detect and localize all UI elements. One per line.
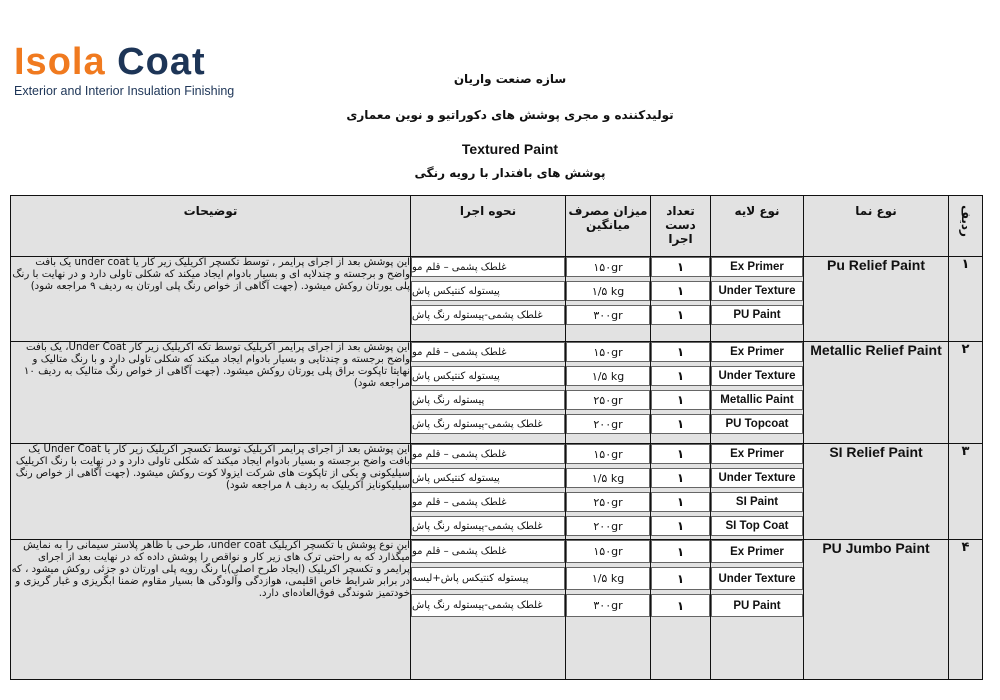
company-subtitle: تولیدکننده و مجری پوشش های دکوراتیو و نوین معماری <box>346 108 674 122</box>
col-consumption: میزان مصرف میانگین <box>566 196 651 257</box>
table-row <box>11 257 983 342</box>
coats-cell: ۱ <box>651 414 710 434</box>
coats-cell: ۱ <box>651 567 710 590</box>
row-notes: این نوع پوشش با تکسچر اکریلیک under coat، طرحی با ظاهر پلاستر سیمانی را به نمایش میگذارد که به راحتی ترک های زیر کار و نواقص را پوشش داده که در نهایت بعد از اجرای پرایمر و تکسچر اکریلیک (ایجاد طرح اصلی)با رنگ رویه پلی اورتان دو جزئی روکش میشود ، که در برابر شرایط خاص اقلیمی، هوازدگی وآلودگی ها بسیار مقاوم ضمنا ابگریزی و غبار گریزی و خودتمیز شوندگی فوق‌العاده‌ای دارد. <box>11 540 411 680</box>
row-number: ۴ <box>949 540 983 680</box>
coats-cell: ۱ <box>651 281 710 301</box>
consumption-cell: ۱۵۰gr <box>566 444 650 464</box>
row-number: ۳ <box>949 444 983 540</box>
col-layer-type: نوع لایه <box>711 196 804 257</box>
method-cell: پیستوله کنتیکس پاش <box>411 366 565 386</box>
consumption-cell: ۱/۵ kg <box>566 366 650 386</box>
method-cell: غلطک پشمی-پیستوله رنگ پاش <box>411 594 565 617</box>
consumption-cell: ۲۰۰gr <box>566 516 650 536</box>
coats-cell-group <box>651 540 711 680</box>
logo-tagline: Exterior and Interior Insulation Finishing <box>14 84 235 98</box>
layer-cell: SI Top Coat <box>711 516 803 536</box>
method-cell: غلطک پشمی-پیستوله رنگ پاش <box>411 516 565 536</box>
finish-name: SI Relief Paint <box>804 444 949 540</box>
coats-cell: ۱ <box>651 540 710 563</box>
row-notes: این پوشش بعد از اجرای پرایمر اکریلیک توسط تکسچر اکریلیک زیر کار یا Under Coat یک بافت واضح برجسته و بسیار بادوام ایجاد میکند که شکلی تاولی دارد و در نهایت با رنگ اکریلیک سیلیکونی و یکی از تاپکوت های شرکت ایزولا کوت روکش میشود. (جهت آگاهی از خواص رنگ سیلیکونایز آکریلیک به ردیف ۸ مراجعه شود) <box>11 444 411 540</box>
coats-cell: ۱ <box>651 468 710 488</box>
layer-cell: Ex Primer <box>711 342 803 362</box>
method-cell-group <box>411 257 566 342</box>
method-cell: غلطک پشمی-پیستوله رنگ پاش <box>411 305 565 325</box>
page-title: Textured Paint <box>461 141 559 157</box>
layer-cell: PU Paint <box>711 594 803 617</box>
coats-cell: ۱ <box>651 516 710 536</box>
table-header-row <box>11 196 983 257</box>
col-finish-type: نوع نما <box>804 196 949 257</box>
method-cell: غلطک پشمی – قلم مو <box>411 540 565 563</box>
table-row <box>11 342 983 444</box>
method-cell: غلطک پشمی – قلم مو <box>411 492 565 512</box>
method-cell-group <box>411 540 566 680</box>
method-cell-group <box>411 444 566 540</box>
consumption-cell: ۱/۵ kg <box>566 468 650 488</box>
coats-cell: ۱ <box>651 444 710 464</box>
consumption-cell: ۳۰۰gr <box>566 594 650 617</box>
coats-cell: ۱ <box>651 342 710 362</box>
coats-cell: ۱ <box>651 492 710 512</box>
finish-name: Pu Relief Paint <box>804 257 949 342</box>
consumption-cell: ۱۵۰gr <box>566 540 650 563</box>
col-coats: تعداد دست اجرا <box>651 196 711 257</box>
method-cell: غلطک پشمی – قلم مو <box>411 342 565 362</box>
consumption-cell: ۱/۵ kg <box>566 567 650 590</box>
layer-cell: Ex Primer <box>711 540 803 563</box>
method-cell-group <box>411 342 566 444</box>
coats-cell: ۱ <box>651 390 710 410</box>
layer-cell-group <box>711 257 804 342</box>
layer-cell: PU Topcoat <box>711 414 803 434</box>
layer-cell: Under Texture <box>711 281 803 301</box>
method-cell: پیستوله کنتیکس پاش <box>411 281 565 301</box>
layer-cell: Metallic Paint <box>711 390 803 410</box>
col-row-no-label: ردیف <box>958 205 973 237</box>
layer-cell: Under Texture <box>711 366 803 386</box>
row-number: ۱ <box>949 257 983 342</box>
layer-cell: Under Texture <box>711 567 803 590</box>
table-row <box>11 540 983 680</box>
consumption-cell: ۲۵۰gr <box>566 390 650 410</box>
logo-isola: Isola <box>14 41 106 83</box>
row-notes: این پوشش بعد از اجرای پرایمر اکریلیک توسط تکه اکریلیک زیر کار Under Coat، یک بافت واضح برجسته و چندتایی و بسیار بادوام ایجاد میکند که شکلی تاولی دارد و با رنگ متالیک و نهایتا تاپکوت براق پلی یورتان روکش میشود. (جهت آگاهی از خواص رنگ متالیک به ردیف ۱۰ مراجعه شود) <box>11 342 411 444</box>
layer-cell: Under Texture <box>711 468 803 488</box>
coats-cell: ۱ <box>651 366 710 386</box>
paint-spec-table <box>10 195 983 680</box>
consumption-cell-group <box>566 444 651 540</box>
col-row-no <box>949 196 983 257</box>
logo-coat: Coat <box>117 41 206 83</box>
coats-cell: ۱ <box>651 257 710 277</box>
layer-cell: Ex Primer <box>711 444 803 464</box>
method-cell: پیستوله کنتیکس پاش+لیسه <box>411 567 565 590</box>
coats-cell-group <box>651 257 711 342</box>
consumption-cell-group <box>566 342 651 444</box>
coats-cell-group <box>651 444 711 540</box>
consumption-cell-group <box>566 540 651 680</box>
consumption-cell: ۱/۵ kg <box>566 281 650 301</box>
coats-cell: ۱ <box>651 305 710 325</box>
consumption-cell: ۱۵۰gr <box>566 342 650 362</box>
consumption-cell: ۲۵۰gr <box>566 492 650 512</box>
finish-name: PU Jumbo Paint <box>804 540 949 680</box>
consumption-cell-group <box>566 257 651 342</box>
method-cell: پیستوله رنگ پاش <box>411 390 565 410</box>
layer-cell: SI Paint <box>711 492 803 512</box>
coats-cell-group <box>651 342 711 444</box>
consumption-cell: ۱۵۰gr <box>566 257 650 277</box>
page-title-fa: پوشش های بافتدار با رویه رنگی <box>414 166 606 180</box>
company-name: سازه صنعت واریان <box>453 72 567 86</box>
table-row <box>11 444 983 540</box>
consumption-cell: ۳۰۰gr <box>566 305 650 325</box>
method-cell: غلطک پشمی – قلم مو <box>411 444 565 464</box>
layer-cell-group <box>711 444 804 540</box>
coats-cell: ۱ <box>651 594 710 617</box>
layer-cell-group <box>711 342 804 444</box>
col-method: نحوه اجرا <box>411 196 566 257</box>
col-notes: توضیحات <box>11 196 411 257</box>
finish-name: Metallic Relief Paint <box>804 342 949 444</box>
logo-wordmark <box>14 42 234 82</box>
consumption-cell: ۲۰۰gr <box>566 414 650 434</box>
method-cell: غلطک پشمی – قلم مو <box>411 257 565 277</box>
company-logo <box>14 42 234 98</box>
method-cell: غلطک پشمی-پیستوله رنگ پاش <box>411 414 565 434</box>
row-number: ۲ <box>949 342 983 444</box>
row-notes: این پوشش بعد از اجرای پرایمر , توسط تکسچر اکریلیک زیر کار یا under coat یک بافت واضح و برجسته و چندلایه ای و بسیار بادوام ایجاد میکند که شکلی تاولی دارد و در نهایت با رنگ پلی یورتان روکش میشود. (جهت آگاهی از خواص رنگ پلی اورتان به ردیف ۹ مراجعه شود) <box>11 257 411 342</box>
layer-cell: PU Paint <box>711 305 803 325</box>
layer-cell: Ex Primer <box>711 257 803 277</box>
method-cell: پیستوله کنتیکس پاش <box>411 468 565 488</box>
layer-cell-group <box>711 540 804 680</box>
